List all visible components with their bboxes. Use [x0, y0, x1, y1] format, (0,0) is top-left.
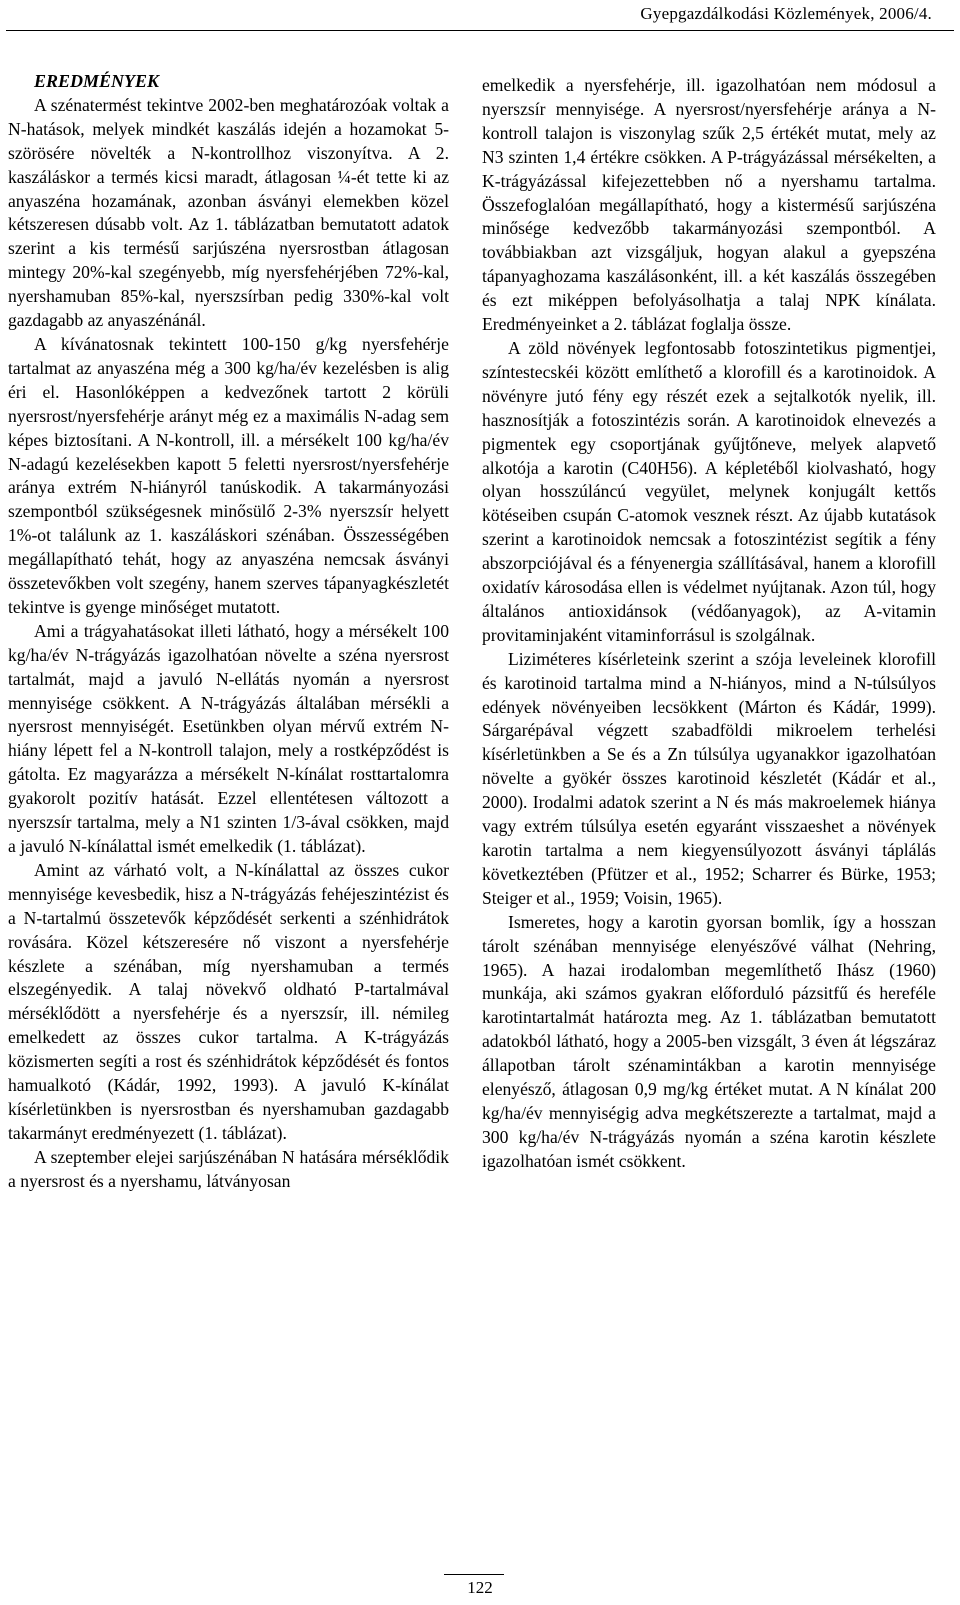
paragraph: A zöld növények legfontosabb fotoszintetikus pigmentjei, színtestecskéi között említhető a klorofill és a karotinoidok. A növényre jutó fény egy részét ezek a sejtalkotók nyelik, ill. hasznosítják a fotoszintézis során. A karotinoidok elnevezés a pigmentek egy csoportjának gyűjtőneve, melyek alapvető alkotója a karotin (C40H56). A képletéből kiolvasható, hogy olyan hosszúláncú vegyület, melynek konjugált kettős kötéseiben csupán C-atomok vesznek részt. Az újabb kutatások szerint a karotinoidok nemcsak a fotoszintézist segítik a fény abszorpciójával és a fényenergia szállításával, hanem a klorofill oxidatív károsodása ellen is védelmet nyújtanak. Azon túl, hogy általános antioxidánsok (védőanyagok), az A-vitamin provitaminjaként vitaminforrásul is szolgálnak.: [482, 337, 936, 645]
section-title: EREDMÉNYEK: [34, 71, 160, 91]
paragraph: emelkedik a nyersfehérje, ill. igazolhatóan nem módosul a nyerszsír mennyisége. A nyersrost/nyersfehérje aránya a N-kontroll talajon is viszonylag szűk 2,5 értékét mutat, mely az N3 szinten 1,4 értékre csökken. A P-trágyázással mérsékelten, a K-trágyázással kifejezettebben nő a nyershamu tartalma. Összefoglalóan megállapítható, hogy a kistermésű sarjúszéna minősége kedvezőbb takarmányozási szempontból. A továbbiakban azt vizsgáljuk, hogyan alakul a gyepszéna tápanyaghozama kaszálásonként, ill. a két kaszálás összegében és ezt miképpen befolyásolhatja a talaj NPK kínálata. Eredményeinket a 2. táblázat foglalja össze.: [482, 75, 936, 335]
left-column: [8, 70, 449, 1194]
paragraph: Liziméteres kísérleteink szerint a szója leveleinek klorofill és karotinoid tartalma mind a N-hiányos, mind a N-túlsúlyos edények növényeiben lecsökkent (Márton és Kádár, 1999). Sárgarépával végzett szabadföldi mikroelem terhelési kísérletünkben a Se és a Zn túlsúlya ugyanakkor igazolhatóan növelte a gyökér összes karotinoid készletét (Kádár et al., 2000). Irodalmi adatok szerint a N és más makroelemek hiánya vagy extrém túlsúlya esetén egyaránt visszaeshet a növények karotin tartalma a nem kiegyensúlyozott ásványi táplálás következtében (Pfützer et al., 1952; Scharrer és Bürke, 1953; Steiger et al., 1959; Voisin, 1965).: [482, 648, 936, 908]
paragraph: Ami a trágyahatásokat illeti látható, hogy a mérsékelt 100 kg/ha/év N-trágyázás igazolhatóan növelte a széna nyersrost tartalmát, majd a javuló N-ellátás nyomán a nyersrost mennyisége csökkent. A N-trágyázás általában mérsékli a nyersrost mennyiségét. Esetünkben olyan mérvű extrém N-hiány lépett fel a N-kontroll talajon, mely a rostképződést is gátolta. Ez magyarázza a mérsékelt N-kínálat rosttartalomra gyakorolt pozitív hatását. Ezzel ellentétesen változott a nyerszsír tartalma, mely a N1 szinten 1/3-ával csökken, majd a javuló N-kínálattal ismét emelkedik (1. táblázat).: [8, 620, 449, 856]
paragraph: A szénatermést tekintve 2002-ben meghatározóak voltak a N-hatások, melyek mindkét kaszálás idején a hozamokat 5-szörösére növelték a N-kontrollhoz viszonyítva. A 2. kaszáláskor a termés kicsi maradt, átlagosan ¼-ét tette ki az anyaszéna hozamának, azonban ásványi elemekben közel kétszeresen dúsabb volt. Az 1. táblázatban bemutatott adatok szerint a kis termésű sarjúszéna nyersrostban átlagosan mintegy 20%-kal szegényebb, míg nyersfehérjében 72%-kal, nyershamuban 85%-kal, nyerszsírban pedig 330%-kal volt gazdagabb az anyaszénánál.: [8, 94, 449, 331]
running-header: Gyepgazdálkodási Közlemények, 2006/4.: [640, 4, 932, 23]
page-number-rule: [444, 1574, 504, 1575]
right-column: [482, 74, 936, 1174]
paragraph: A szeptember elejei sarjúszénában N hatására mérséklődik a nyersrost és a nyershamu, látványosan: [8, 1146, 449, 1191]
paragraph: Amint az várható volt, a N-kínálattal az összes cukor mennyisége kevesbedik, hisz a N-trágyázás fehéjeszintézist és a N-tartalmú összetevők képződését serkenti a szénhidrátok rovására. Közel kétszeresére nő viszont a nyersfehérje készlete a szénában, míg nyershamuban a termés elszegényedik. A talaj növekvő oldható P-tartalmával mérséklődött a nyersfehérje és a nyerszsír, ill. némileg emelkedett az összes cukor tartalma. A K-trágyázás közismerten segíti a rost és szénhidrátok képződését és fontos hamualkotó (Kádár, 1992, 1993). A javuló K-kínálat kísérletünkben is nyersrostban és nyershamuban gazdagabb takarmányt eredményezett (1. táblázat).: [8, 859, 449, 1143]
paragraph: A kívánatosnak tekintett 100-150 g/kg nyersfehérje tartalmat az anyaszéna még a 300 kg/ha/év kezelésben is alig éri el. Hasonlóképpen a kedvezőnek tartott 2 körüli nyersrost/nyersfehérje arányt még ez a maximális N-adag sem képes biztosítani. A N-kontroll, ill. a mérsékelt 100 kg/ha/év N-adagú kezelésekben kapott 5 feletti nyersrost/nyersfehérje aránya extrém N-hiányról tanúskodik. A takarmányozási szempontból szükségesnek minősülő 2-3% nyerszsír helyett 1%-ot találunk az 1. kaszáláskori szénában. Összességében megállapítható tehát, hogy az anyaszéna nemcsak ásványi összetevőkben volt szegény, hanem szerves tápanyagkészletét tekintve is gyenge minőséget mutatott.: [8, 333, 449, 617]
page-number: 122: [467, 1578, 493, 1597]
header-rule: [6, 30, 954, 31]
paragraph: Ismeretes, hogy a karotin gyorsan bomlik, így a hosszan tárolt szénában mennyisége elenyészővé válhat (Nehring, 1965). A hazai irodalomban megemlíthető Ihász (1960) munkája, aki számos gyakran előforduló pázsitfű és herefélе karotintartalmát határozta meg. Az 1. táblázatban bemutatott adatokból látható, hogy a 2005-ben vizsgált, 3 éven át légszáraz állapotban tárolt szénamintákban a karotin mennyisége elenyésző, átlagosan 0,9 mg/kg értéket mutat. A N kínálat 200 kg/ha/év mennyiségig adva megkétszerezte a tartalmat, majd a 300 kg/ha/év N-trágyázás nyomán a széna karotin készlete igazolhatóan ismét csökkent.: [482, 911, 936, 1171]
